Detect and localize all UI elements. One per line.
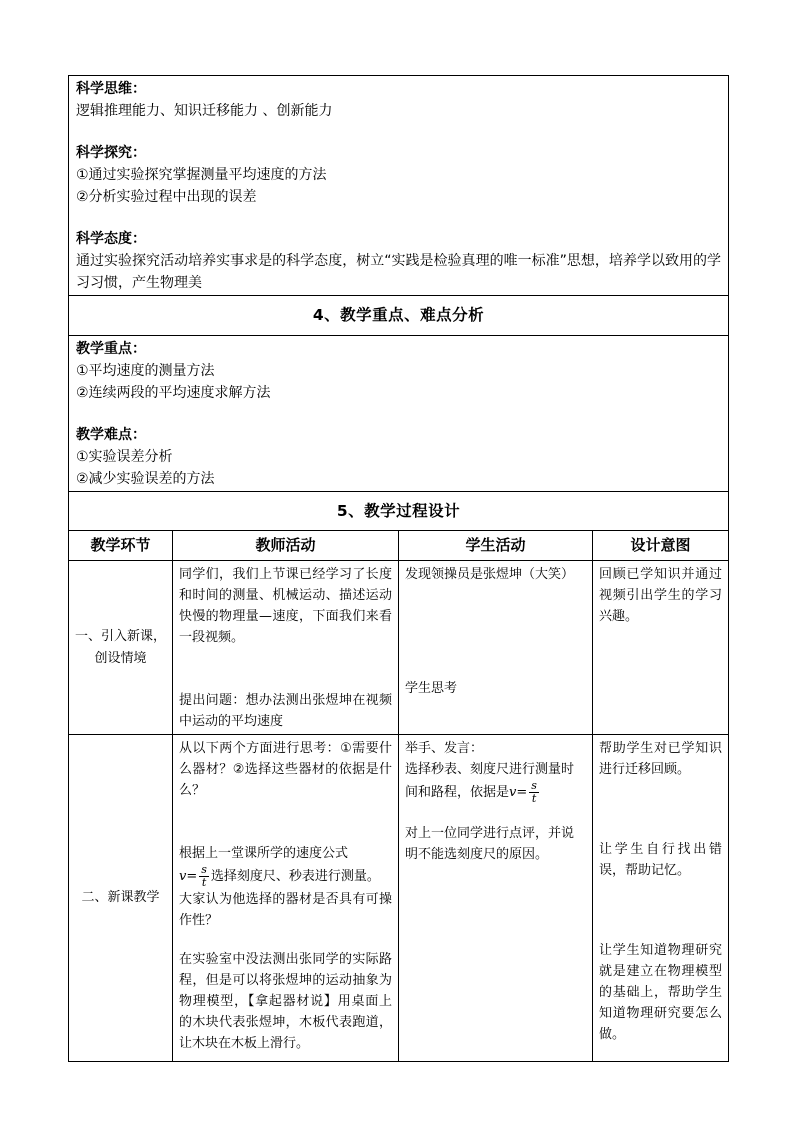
teacher-speed-formula-intro: 根据上一堂课所学的速度公式: [179, 846, 349, 861]
scientific-thinking-text: 逻辑推理能力、知识迁移能力 、创新能力: [76, 103, 333, 119]
intent-new-lesson: [593, 735, 729, 1062]
formula-numerator: s: [201, 863, 207, 876]
key-point-item: ②连续两段的平均速度求解方法: [76, 385, 271, 401]
student-formula-lhs: v: [509, 785, 517, 800]
header-teacher-activity: 教师活动: [173, 531, 399, 561]
key-points-title: 教学重点：: [76, 341, 146, 357]
scientific-attitude-title: 科学态度：: [76, 231, 146, 247]
formula-lhs: v: [179, 869, 187, 884]
scientific-inquiry-item: ②分析实验过程中出现的误差: [76, 189, 257, 205]
formula-denominator: t: [201, 876, 207, 889]
student-peer-review: 对上一位同学进行点评，并说明不能选刻度尺的原因。: [405, 826, 575, 862]
scientific-inquiry-item: ①通过实验探究掌握测量平均速度的方法: [76, 167, 327, 183]
intent-intro: [593, 561, 729, 735]
difficult-point-item: ②减少实验误差的方法: [76, 471, 215, 487]
scientific-thinking-title: 科学思维：: [76, 81, 146, 97]
student-tool-answer: [405, 759, 586, 805]
teacher-model-explanation: 在实验室中没法测出张同学的实际路程，但是可以将张煜坤的运动抽象为物理模型，【拿起器材说】用桌面上的木块代表张煜坤，木板代表跑道，让木块在木板上滑行。: [179, 952, 392, 1051]
student-activity-intro: [399, 561, 593, 735]
header-stage: 教学环节: [69, 531, 173, 561]
section4-content-cell: [69, 336, 729, 492]
section4-title: 4、教学重点、难点分析: [69, 296, 729, 336]
student-formula-fraction: [529, 780, 539, 805]
teacher-tool-choice: 选择刻度尺、秒表进行测量。: [210, 869, 380, 884]
intent-recall: 帮助学生对已学知识进行迁移回顾。: [599, 741, 723, 777]
teacher-feasibility-question: 大家认为他选择的器材是否具有可操作性？: [179, 892, 392, 928]
process-header-row: [69, 531, 729, 561]
lesson-plan-page: [68, 75, 728, 1062]
student-activity-new-lesson: [399, 735, 593, 1062]
scientific-inquiry-title: 科学探究：: [76, 145, 146, 161]
section5-title: 5、教学过程设计: [69, 492, 729, 531]
difficult-points-title: 教学难点：: [76, 427, 146, 443]
difficult-point-item: ①实验误差分析: [76, 449, 173, 465]
teacher-activity-new-lesson: [173, 735, 399, 1062]
process-row-new-lesson: [69, 735, 729, 1062]
header-design-intent: 设计意图: [593, 531, 729, 561]
teacher-think-prompt: 从以下两个方面进行思考：①需要什么器材？②选择这些器材的依据是什么？: [179, 741, 392, 798]
objectives-cell: [69, 76, 729, 296]
key-point-item: ①平均速度的测量方法: [76, 363, 215, 379]
student-formula-numerator: s: [531, 779, 537, 792]
intent-find-errors: 让学生自行找出错误，帮助记忆。: [599, 842, 723, 878]
student-formula-denominator: t: [531, 792, 537, 805]
intent-intro-text: 回顾已学知识并通过视频引出学生的学习兴趣。: [599, 567, 723, 624]
student-intro-thinking: 学生思考: [405, 681, 458, 696]
teacher-intro-text: 同学们，我们上节课已经学习了长度和时间的测量、机械运动、描述运动快慢的物理量—速度，下面我们来看一段视频。: [179, 567, 392, 645]
lesson-plan-table: [68, 75, 729, 1062]
header-student-activity: 学生活动: [399, 531, 593, 561]
teacher-formula-line: [179, 864, 392, 889]
scientific-attitude-text: 通过实验探究活动培养实事求是的科学态度，树立“实践是检验真理的唯一标准”思想，培养学以致用的学习习惯，产生物理美: [76, 253, 722, 291]
stage-intro: 一、引入新课，创设情境: [69, 561, 173, 735]
formula-fraction: [199, 864, 209, 889]
process-row-intro: [69, 561, 729, 735]
student-intro-reaction: 发现领操员是张煜坤（大笑）: [405, 567, 575, 582]
objectives-row: [69, 76, 729, 296]
student-tool-answer-text: 选择秒表、刻度尺进行测量时间和路程，依据是: [405, 762, 575, 800]
formula-equals: =: [186, 869, 198, 884]
student-formula-equals: =: [516, 785, 528, 800]
section5-title-row: [69, 492, 729, 531]
section4-content-row: [69, 336, 729, 492]
intent-physics-model: 让学生知道物理研究就是建立在物理模型的基础上，帮助学生知道物理研究要怎么做。: [599, 943, 723, 1042]
stage-new-lesson: 二、新课教学: [69, 735, 173, 1062]
teacher-activity-intro: [173, 561, 399, 735]
teacher-intro-question: 提出问题：想办法测出张煜坤在视频中运动的平均速度: [179, 693, 392, 729]
student-raise-hand: 举手、发言：: [405, 741, 484, 756]
section4-title-row: [69, 296, 729, 336]
